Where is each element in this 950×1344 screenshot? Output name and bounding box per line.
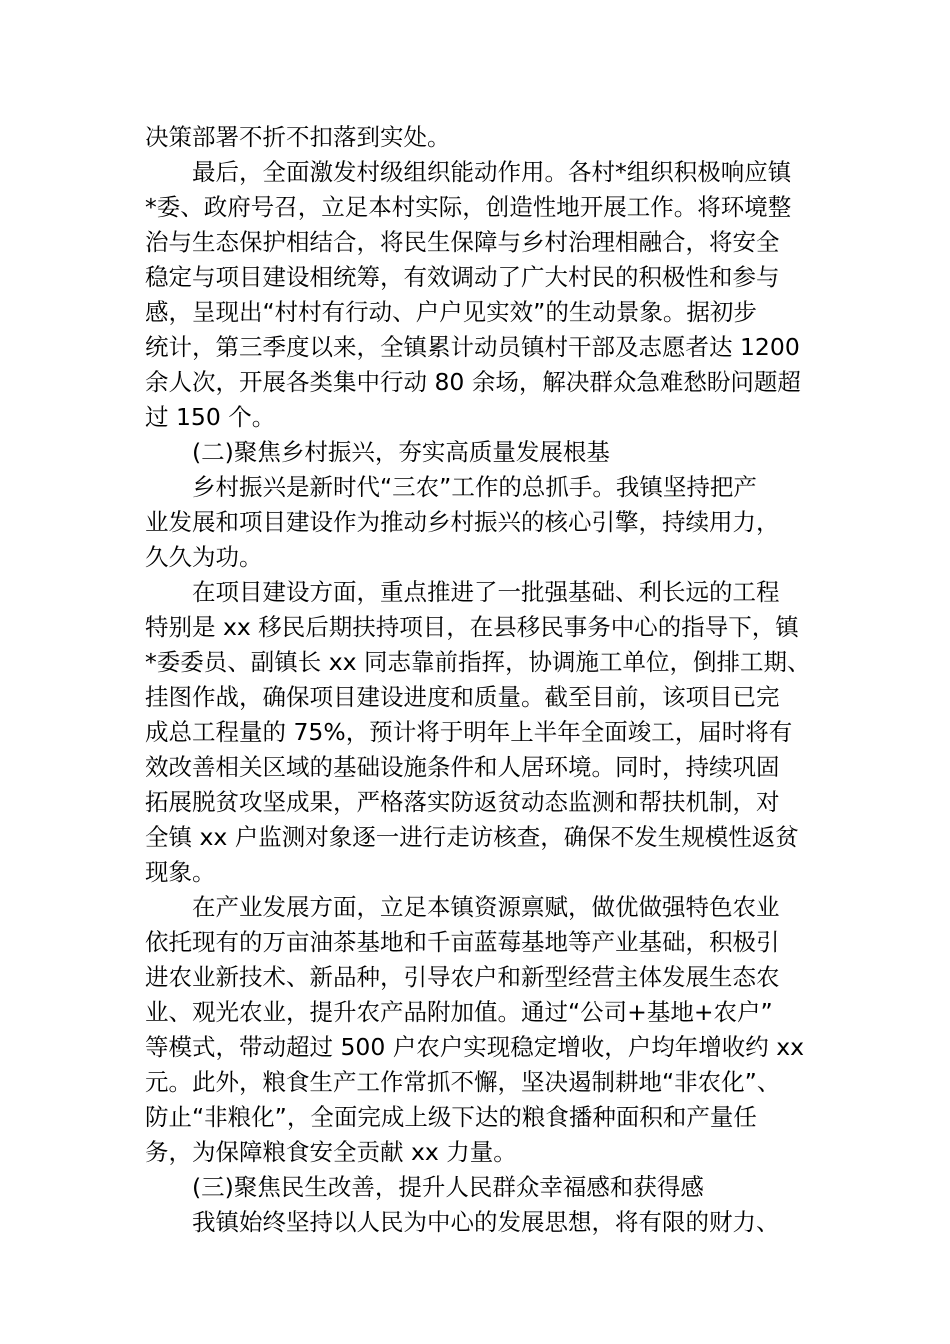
text-line: 久久为功。 <box>145 543 263 571</box>
text-line: 治与生态保护相结合，将民生保障与乡村治理相融合，将安全 <box>145 228 780 256</box>
text-line: 感，呈现出“村村有行动、户户见实效”的生动景象。据初步 <box>145 298 757 326</box>
text-line: 决策部署不折不扣落到实处。 <box>145 123 451 151</box>
text-line: 成总工程量的 75%，预计将于明年上半年全面竣工，届时将有 <box>145 718 793 746</box>
text-line: 防止“非粮化”，全面完成上级下达的粮食播种面积和产量任 <box>145 1103 757 1131</box>
section-heading: (三)聚焦民生改善，提升人民群众幸福感和获得感 <box>192 1173 704 1201</box>
text-line: 拓展脱贫攻坚成果，严格落实防返贫动态监测和帮扶机制，对 <box>145 788 780 816</box>
paragraph-start: 在项目建设方面，重点推进了一批强基础、利长远的工程 <box>192 578 780 606</box>
text-line: 务，为保障粮食安全贡献 xx 力量。 <box>145 1138 517 1166</box>
text-line: 等模式，带动超过 500 户农户实现稳定增收，户均年增收约 xx <box>145 1033 805 1061</box>
text-line: 挂图作战，确保项目建设进度和质量。截至目前，该项目已完 <box>145 683 780 711</box>
text-line: *委、政府号召，立足本村实际，创造性地开展工作。将环境整 <box>145 193 792 221</box>
paragraph-start: 乡村振兴是新时代“三农”工作的总抓手。我镇坚持把产 <box>192 473 757 501</box>
text-line: 业发展和项目建设作为推动乡村振兴的核心引擎，持续用力， <box>145 508 780 536</box>
paragraph-start: 最后，全面激发村级组织能动作用。各村*组织积极响应镇 <box>192 158 792 186</box>
text-line: 元。此外，粮食生产工作常抓不懈，坚决遏制耕地“非农化”、 <box>145 1068 781 1096</box>
text-line: 余人次，开展各类集中行动 80 余场，解决群众急难愁盼问题超 <box>145 368 801 396</box>
text-line: 过 150 个。 <box>145 403 276 431</box>
text-line: 依托现有的万亩油茶基地和千亩蓝莓基地等产业基础，积极引 <box>145 928 780 956</box>
text-line: 全镇 xx 户监测对象逐一进行走访核查，确保不发生规模性返贫 <box>145 823 799 851</box>
text-line: 现象。 <box>145 858 216 886</box>
paragraph-start: 在产业发展方面，立足本镇资源禀赋，做优做强特色农业 <box>192 893 780 921</box>
text-line: *委委员、副镇长 xx 同志靠前指挥，协调施工单位，倒排工期、 <box>145 648 811 676</box>
text-line: 稳定与项目建设相统筹，有效调动了广大村民的积极性和参与 <box>145 263 780 291</box>
text-line: 效改善相关区域的基础设施条件和人居环境。同时，持续巩固 <box>145 753 780 781</box>
text-line: 统计，第三季度以来，全镇累计动员镇村干部及志愿者达 1200 <box>145 333 800 361</box>
section-heading: (二)聚焦乡村振兴，夯实高质量发展根基 <box>192 438 610 466</box>
paragraph-start: 我镇始终坚持以人民为中心的发展思想，将有限的财力、 <box>192 1208 780 1236</box>
text-line: 特别是 xx 移民后期扶持项目，在县移民事务中心的指导下，镇 <box>145 613 799 641</box>
text-line: 业、观光农业，提升农产品附加值。通过“公司+基地+农户” <box>145 998 773 1026</box>
text-line: 进农业新技术、新品种，引导农户和新型经营主体发展生态农 <box>145 963 780 991</box>
